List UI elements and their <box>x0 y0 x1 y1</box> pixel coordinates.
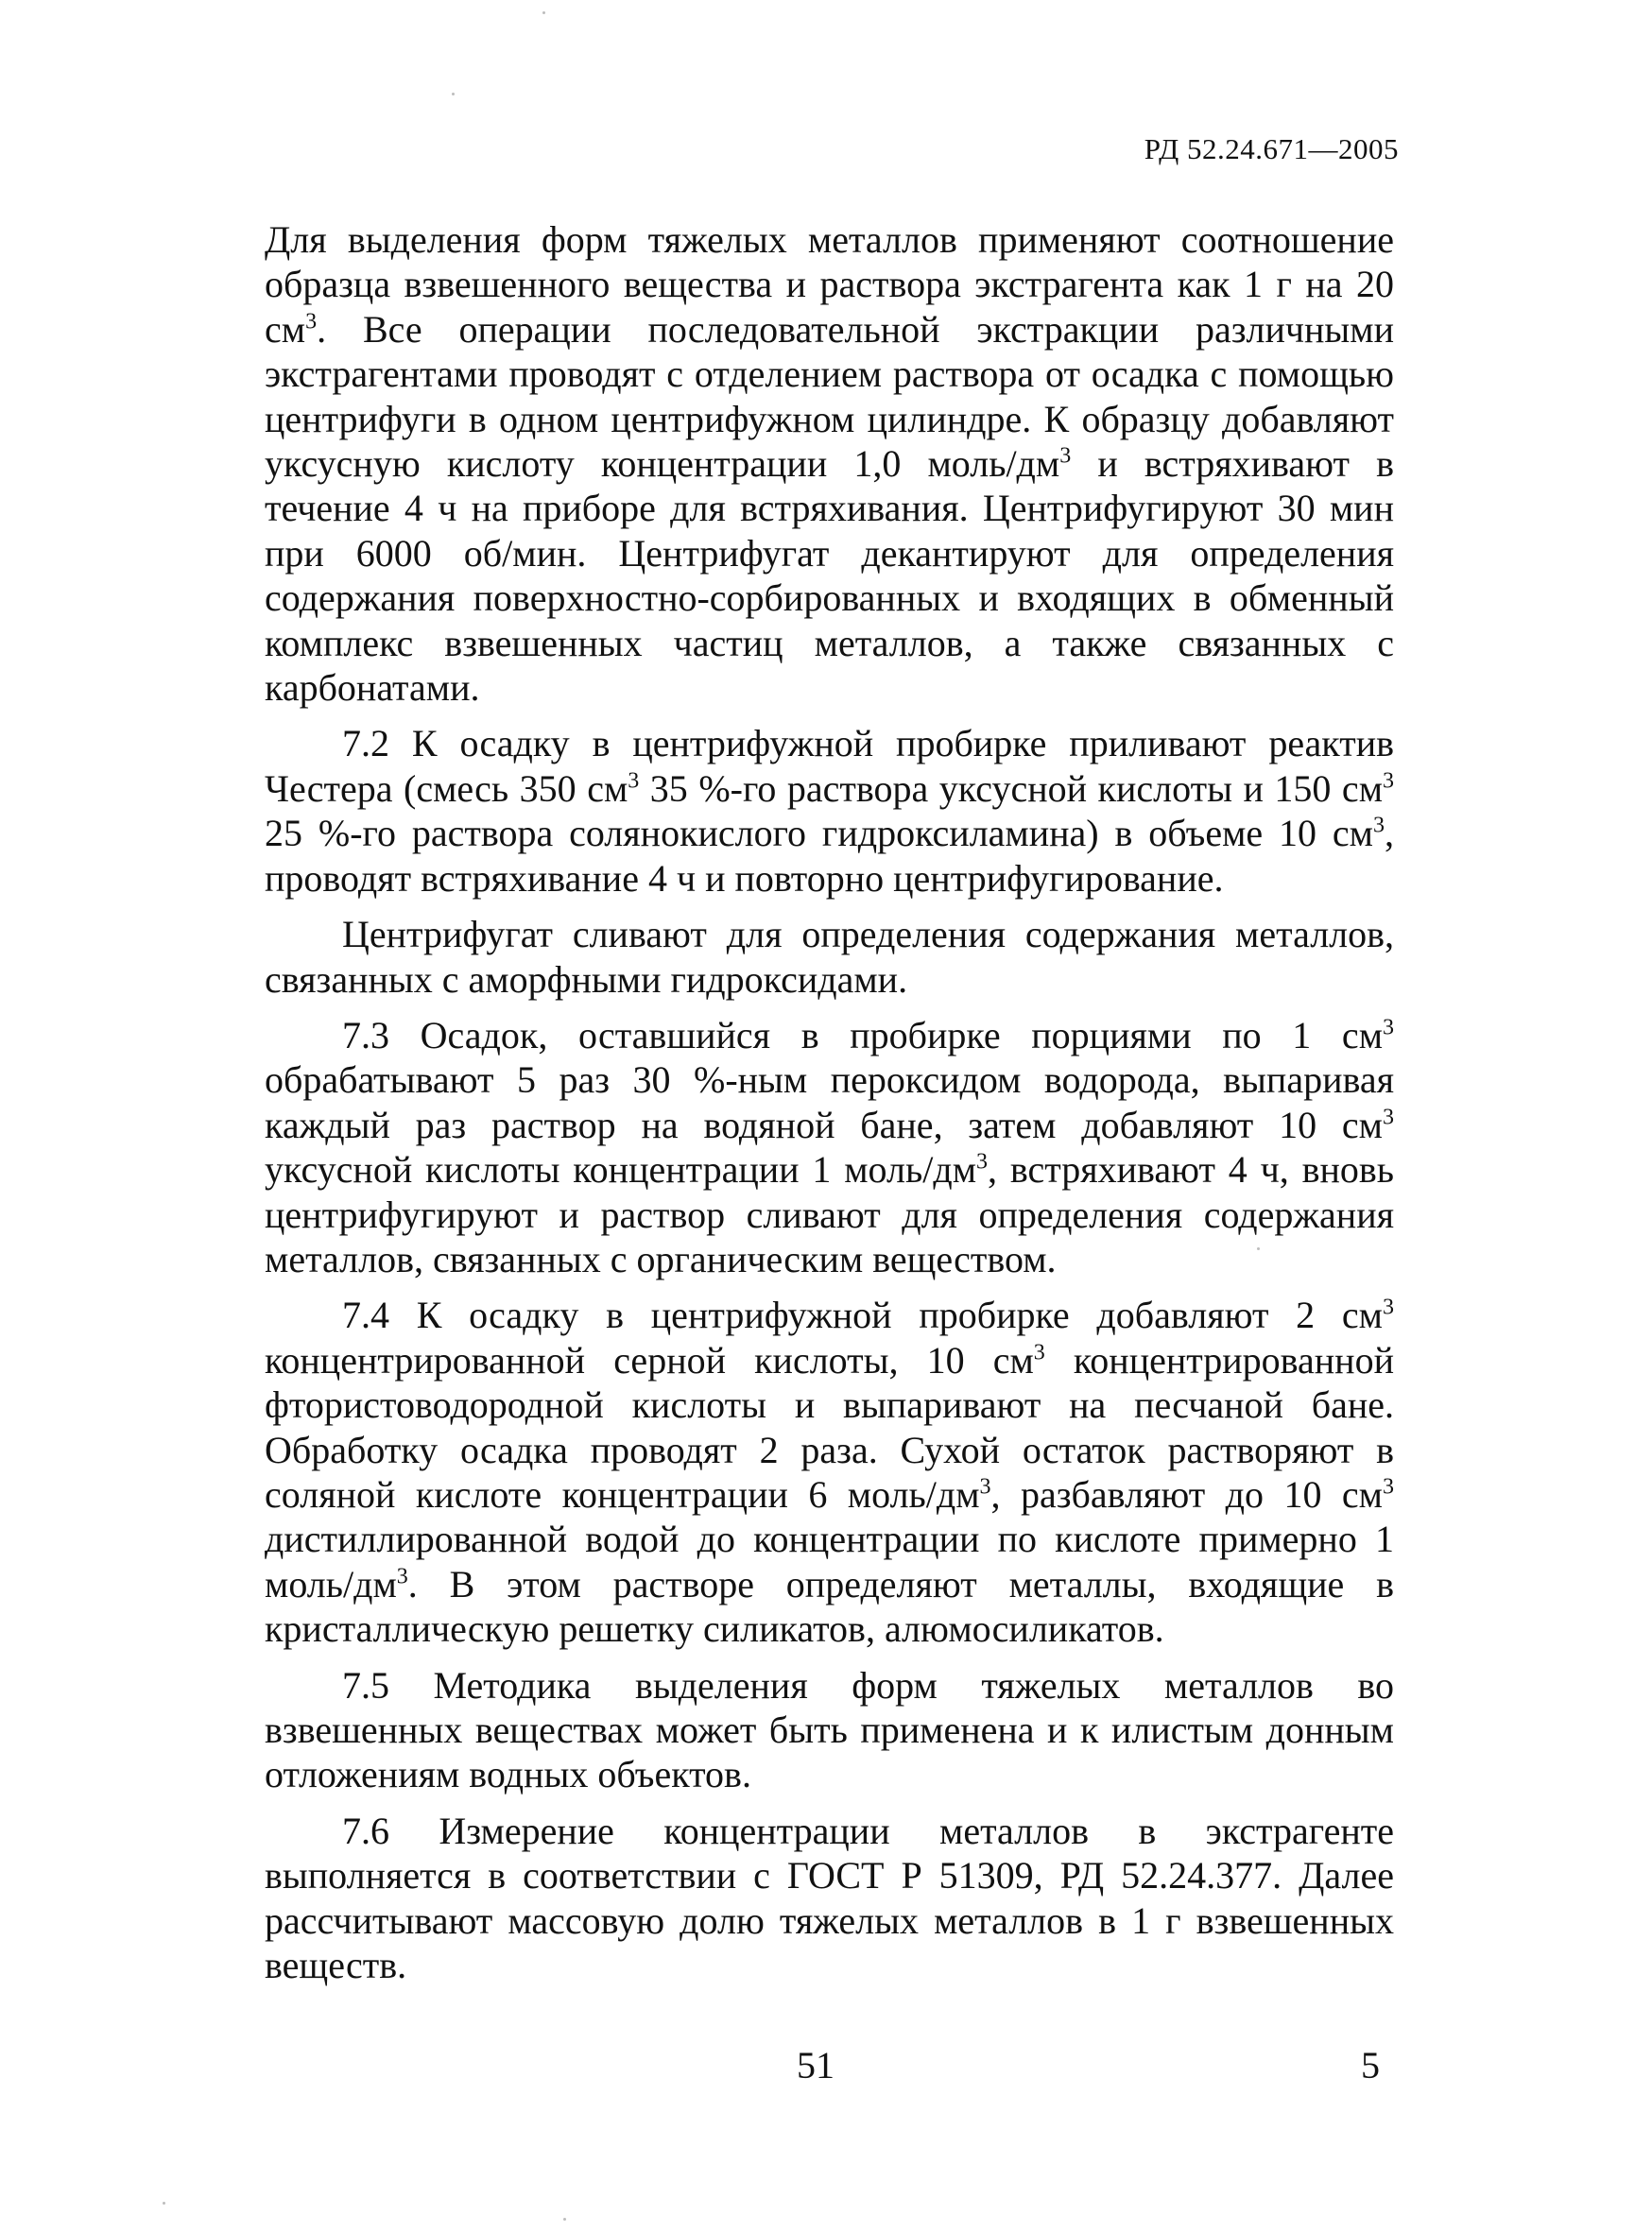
scan-speck <box>163 2202 165 2205</box>
paragraph-text-run: Центрифугат сливают для определения содержания металлов, связанных с аморфными гидроксидами. <box>265 913 1394 1001</box>
paragraph-text-run: Для выделения форм тяжелых металлов применяют соотношение образца взвешенного вещества и раствора экстрагента как 1 г на 20 см <box>265 218 1394 351</box>
paragraph-text-run: обрабатывают 5 раз 30 %-ным пероксидом водорода, выпаривая каждый раз раствор на водяной бане, затем добавляют 10 см <box>265 1058 1394 1146</box>
paragraph-text-run: 25 %-го раствора солянокислого гидроксиламина) в объеме 10 см <box>265 812 1373 855</box>
superscript-exponent: 3 <box>1033 1340 1045 1365</box>
superscript-exponent: 3 <box>305 309 318 335</box>
superscript-exponent: 3 <box>1383 1296 1394 1321</box>
paragraph-7-4 <box>265 1293 1394 1651</box>
superscript-exponent: 3 <box>979 1474 991 1500</box>
scan-speck <box>563 2218 566 2221</box>
paragraph-text-run: концентрированной серной кислоты, 10 см <box>265 1338 1034 1382</box>
superscript-exponent: 3 <box>1383 768 1395 794</box>
paragraph-7-5 <box>265 1663 1394 1797</box>
paragraph-text-run: дистиллированной водой до концентрации по кислоте примерно 1 моль/дм <box>265 1518 1394 1605</box>
paragraph-text-run: . В этом растворе определяют металлы, входящие в кристаллическую решетку силикатов, алюмосиликатов. <box>265 1562 1394 1651</box>
paragraph-text-run: , встряхивают 4 ч, вновь центрифугируют и раствор сливают для определения содержания металлов, связанных с органическим веществом. <box>265 1148 1394 1280</box>
scan-speck <box>542 11 545 14</box>
page-number-local: 5 <box>1361 2044 1380 2086</box>
paragraph-text-run: 35 %-го раствора уксусной кислоты и 150 см <box>639 766 1384 810</box>
paragraph-text-run: 7.2 К осадку в центрифужной пробирке приливают реактив Честера (смесь 350 см <box>265 722 1394 810</box>
superscript-exponent: 3 <box>1373 813 1385 838</box>
superscript-exponent: 3 <box>396 1564 408 1589</box>
scan-speck <box>452 93 455 95</box>
paragraph-7-3 <box>265 1013 1394 1281</box>
paragraph-7-2-continuation <box>265 912 1394 1002</box>
superscript-exponent: 3 <box>976 1149 989 1175</box>
superscript-exponent: 3 <box>1383 1015 1394 1040</box>
superscript-exponent: 3 <box>1059 443 1072 469</box>
paragraph-7-6 <box>265 1809 1394 1988</box>
paragraph-text-run: концентрированной фтористоводородной кислоты и выпаривают на песчаной бане. Обработку осадка проводят 2 раза. Сухой остаток растворяют в соляной кислоте концентрации 6 моль/дм <box>265 1338 1394 1516</box>
paragraph-text-run: уксусной кислоты концентрации 1 моль/дм <box>265 1148 977 1192</box>
paragraph-7-2 <box>265 721 1394 901</box>
paragraph-text-run: 7.3 Осадок, оставшийся в пробирке порциями по 1 см <box>342 1013 1383 1056</box>
paragraph-text-run: 7.5 Методика выделения форм тяжелых металлов во взвешенных веществах может быть применена и к илистым донным отложениям водных объектов. <box>265 1663 1394 1796</box>
page-number-main: 51 <box>797 2044 835 2086</box>
paragraph-text-run: и встряхивают в течение 4 ч на приборе для встряхивания. Центрифугируют 30 мин при 6000 об/мин. Центрифугат декантируют для определения содержания поверхностно-сорбированных и входящих в обменный комплекс взвешенных частиц металлов, а также связанных с карбонатами. <box>265 442 1394 710</box>
paragraph-text-run: , проводят встряхивание 4 ч и повторно центрифугирование. <box>265 812 1394 900</box>
paragraph-text-run: . Все операции последовательной экстракции различными экстрагентами проводят с отделением раствора от осадка с помощью центрифуги в одном центрифужном цилиндре. К образцу добавляют уксусную кислоту концентрации 1,0 моль/дм <box>265 307 1394 486</box>
scan-speck <box>1257 1247 1260 1250</box>
paragraph-text-run: , разбавляют до 10 см <box>990 1472 1383 1516</box>
document-body <box>265 217 1394 1999</box>
paragraph-text-run: 7.4 К осадку в центрифужной пробирке добавляют 2 см <box>342 1294 1383 1337</box>
document-code-header: РД 52.24.671—2005 <box>1144 132 1399 165</box>
paragraph-text-run: 7.6 Измерение концентрации металлов в экстрагенте выполняется в соответствии с ГОСТ Р 51309, РД 52.24.377. Далее рассчитывают массовую долю тяжелых металлов в 1 г взвешенных веществ. <box>265 1809 1394 1987</box>
superscript-exponent: 3 <box>1382 1474 1394 1500</box>
superscript-exponent: 3 <box>1383 1105 1394 1130</box>
superscript-exponent: 3 <box>628 768 640 794</box>
paragraph-intro <box>265 217 1394 710</box>
